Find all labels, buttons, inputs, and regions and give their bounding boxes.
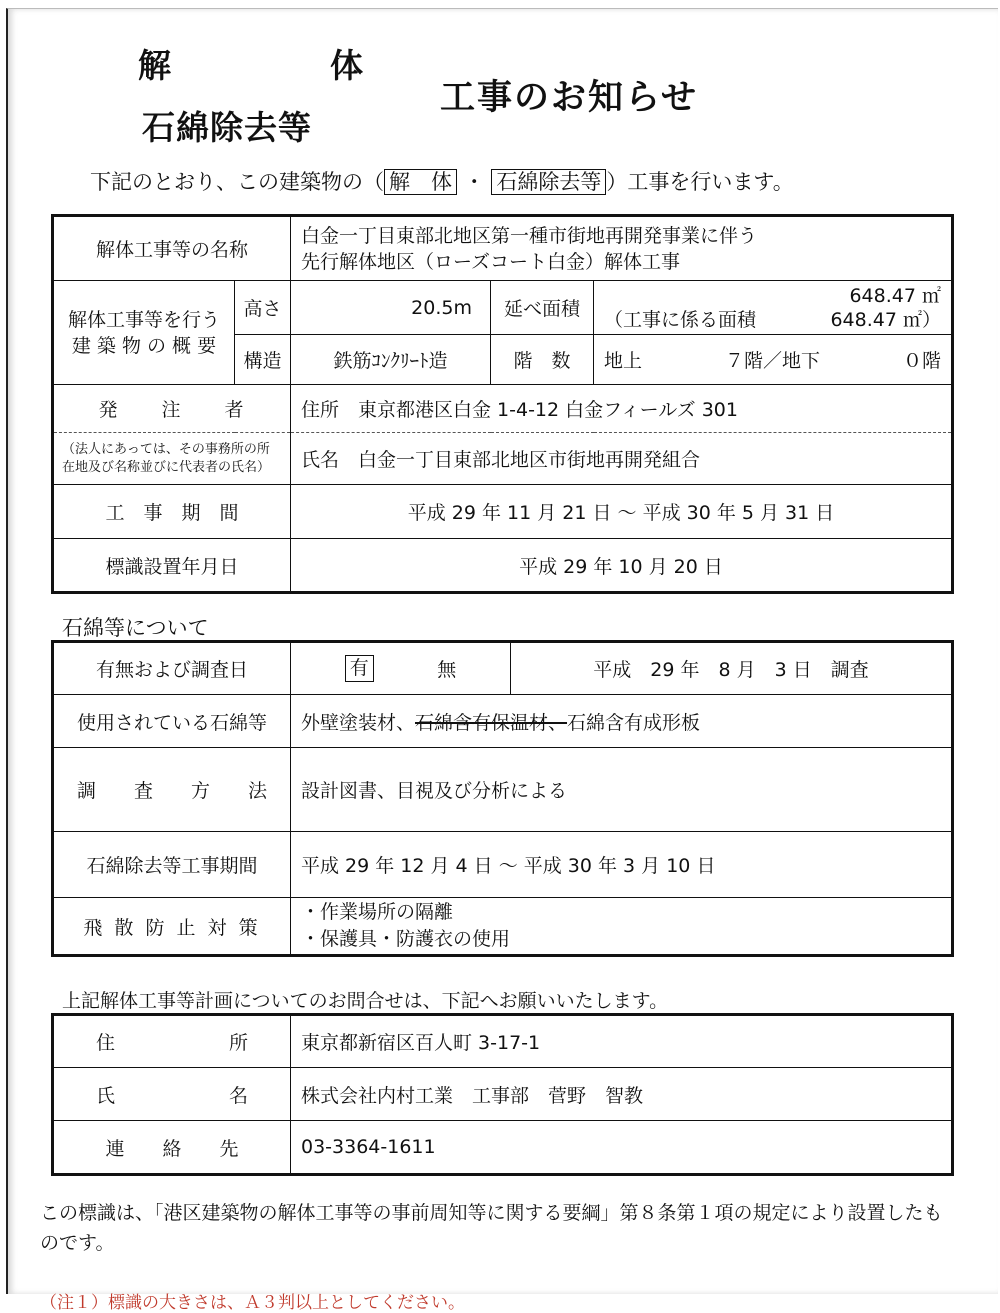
- table-row: [53, 216, 953, 281]
- floors-above-value: ７階／地下: [724, 350, 820, 372]
- project-table: [51, 214, 954, 594]
- project-name-value: [291, 216, 953, 281]
- intro-option-demolition: 解 体: [384, 169, 457, 195]
- area-total: 648.47 ㎡: [849, 284, 941, 307]
- contact-intro: 上記解体工事等計画についてのお問合せは、下記へお願いいたします。: [62, 990, 669, 1012]
- floors-value: [594, 335, 953, 385]
- method-value: 設計図書、目視及び分析による: [291, 748, 953, 832]
- intro-prefix: 下記のとおり、この建築物の（: [90, 170, 384, 194]
- presence-label: 有無および調査日: [53, 642, 291, 695]
- height-value: 20.5m: [291, 281, 491, 335]
- floors-above-label: 地上: [604, 350, 643, 372]
- asbestos-table: [51, 640, 954, 957]
- footer-text: この標識は、「港区建築物の解体工事等の事前周知等に関する要綱」第８条第１項の規定により設置したものです。: [40, 1202, 943, 1254]
- table-row: [53, 695, 953, 748]
- survey-date: 平成 29 年 8 月 3 日 調査: [511, 642, 953, 695]
- prevent-value: [291, 898, 953, 956]
- client-name: 氏名 白金一丁目東部北地区市街地再開発組合: [291, 433, 953, 485]
- sign-date-label: 標識設置年月日: [53, 539, 291, 593]
- project-name-line1: 白金一丁目東部北地区第一種市街地再開発事業に伴う: [301, 224, 758, 247]
- table-row: [53, 748, 953, 832]
- area-value: [594, 281, 953, 335]
- building-outline-label-1: 解体工事等を行う: [67, 308, 220, 331]
- table-row: [53, 1015, 953, 1068]
- contact-address-value: 東京都新宿区百人町 3-17-1: [291, 1015, 953, 1068]
- prevent-item-1: ・作業場所の隔離: [301, 901, 454, 923]
- height-label: 高さ: [235, 281, 291, 335]
- title-asbestos: 石綿除去等: [142, 108, 312, 147]
- removal-value: 平成 29 年 12 月 4 日 ～ 平成 30 年 3 月 10 日: [291, 832, 953, 898]
- table-row: [53, 485, 953, 539]
- used-item-1: 外壁塗装材、: [301, 711, 416, 734]
- presence-yes: 有: [345, 655, 374, 682]
- table-row: [53, 832, 953, 898]
- used-item-3: 石綿含有成形板: [567, 711, 701, 734]
- prevent-item-2: ・保護具・防護衣の使用: [301, 928, 511, 950]
- presence-no: 無: [437, 659, 457, 681]
- contact-phone-label: 連 絡 先: [53, 1121, 291, 1175]
- presence-options: [291, 642, 511, 695]
- area-work-value: 648.47 ㎡）: [830, 308, 941, 331]
- used-value: [291, 695, 953, 748]
- area-work-label: （工事に係る面積: [604, 308, 757, 331]
- client-address: 住所 東京都港区白金 1-4-12 白金フィールズ 301: [291, 385, 953, 433]
- table-row: [53, 898, 953, 956]
- intro-line: [90, 166, 794, 196]
- client-note: （法人にあっては、その事務所の所在地及び名称並びに代表者の氏名）: [53, 433, 291, 485]
- period-value: 平成 29 年 11 月 21 日 ～ 平成 30 年 5 月 31 日: [291, 485, 953, 539]
- area-work: [604, 308, 941, 332]
- period-label: 工 事 期 間: [53, 485, 291, 539]
- prevent-label: 飛 散 防 止 対 策: [53, 898, 291, 956]
- contact-name-value: 株式会社内村工業 工事部 菅野 智教: [291, 1068, 953, 1121]
- intro-suffix: ）工事を行います。: [606, 170, 794, 194]
- table-row: [53, 642, 953, 695]
- table-row: [53, 281, 953, 335]
- project-name-line2: 先行解体地区（ローズコート白金）解体工事: [301, 250, 681, 273]
- building-outline-label-2: 建 築 物 の 概 要: [71, 334, 217, 357]
- sign-date-value: 平成 29 年 10 月 20 日: [291, 539, 953, 593]
- contact-table: [51, 1013, 954, 1176]
- floors-below-value: ０階: [902, 350, 941, 372]
- contact-address-label: 住 所: [53, 1015, 291, 1068]
- title-notice: 工事のお知らせ: [440, 78, 698, 118]
- client-label: 発 注 者: [53, 385, 291, 433]
- intro-option-asbestos: 石綿除去等: [491, 169, 606, 195]
- contact-phone-value: 03-3364-1611: [291, 1121, 953, 1175]
- method-label: 調 査 方 法: [53, 748, 291, 832]
- building-outline-label: [53, 281, 235, 385]
- structure-value: 鉄筋ｺﾝｸﾘｰﾄ造: [291, 335, 491, 385]
- project-name-label: 解体工事等の名称: [53, 216, 291, 281]
- contact-name-label: 氏 名: [53, 1068, 291, 1121]
- asbestos-section-title: 石綿等について: [62, 616, 209, 640]
- area-label: 延べ面積: [491, 281, 594, 335]
- used-item-2-struck: 石綿含有保温材、: [415, 711, 568, 734]
- floors-label: 階 数: [491, 335, 594, 385]
- table-row: [53, 433, 953, 485]
- intro-separator: ・: [463, 170, 485, 194]
- footnote: （注１）標識の大きさは、Ａ３判以上としてください。: [40, 1293, 465, 1313]
- table-row: [53, 539, 953, 593]
- table-row: [53, 1121, 953, 1175]
- used-label: 使用されている石綿等: [53, 695, 291, 748]
- title-kaitai-2: 体: [330, 46, 363, 85]
- structure-label: 構造: [235, 335, 291, 385]
- removal-label: 石綿除去等工事期間: [53, 832, 291, 898]
- table-row: [53, 1068, 953, 1121]
- title-kaitai-1: 解: [138, 46, 173, 85]
- table-row: [53, 385, 953, 433]
